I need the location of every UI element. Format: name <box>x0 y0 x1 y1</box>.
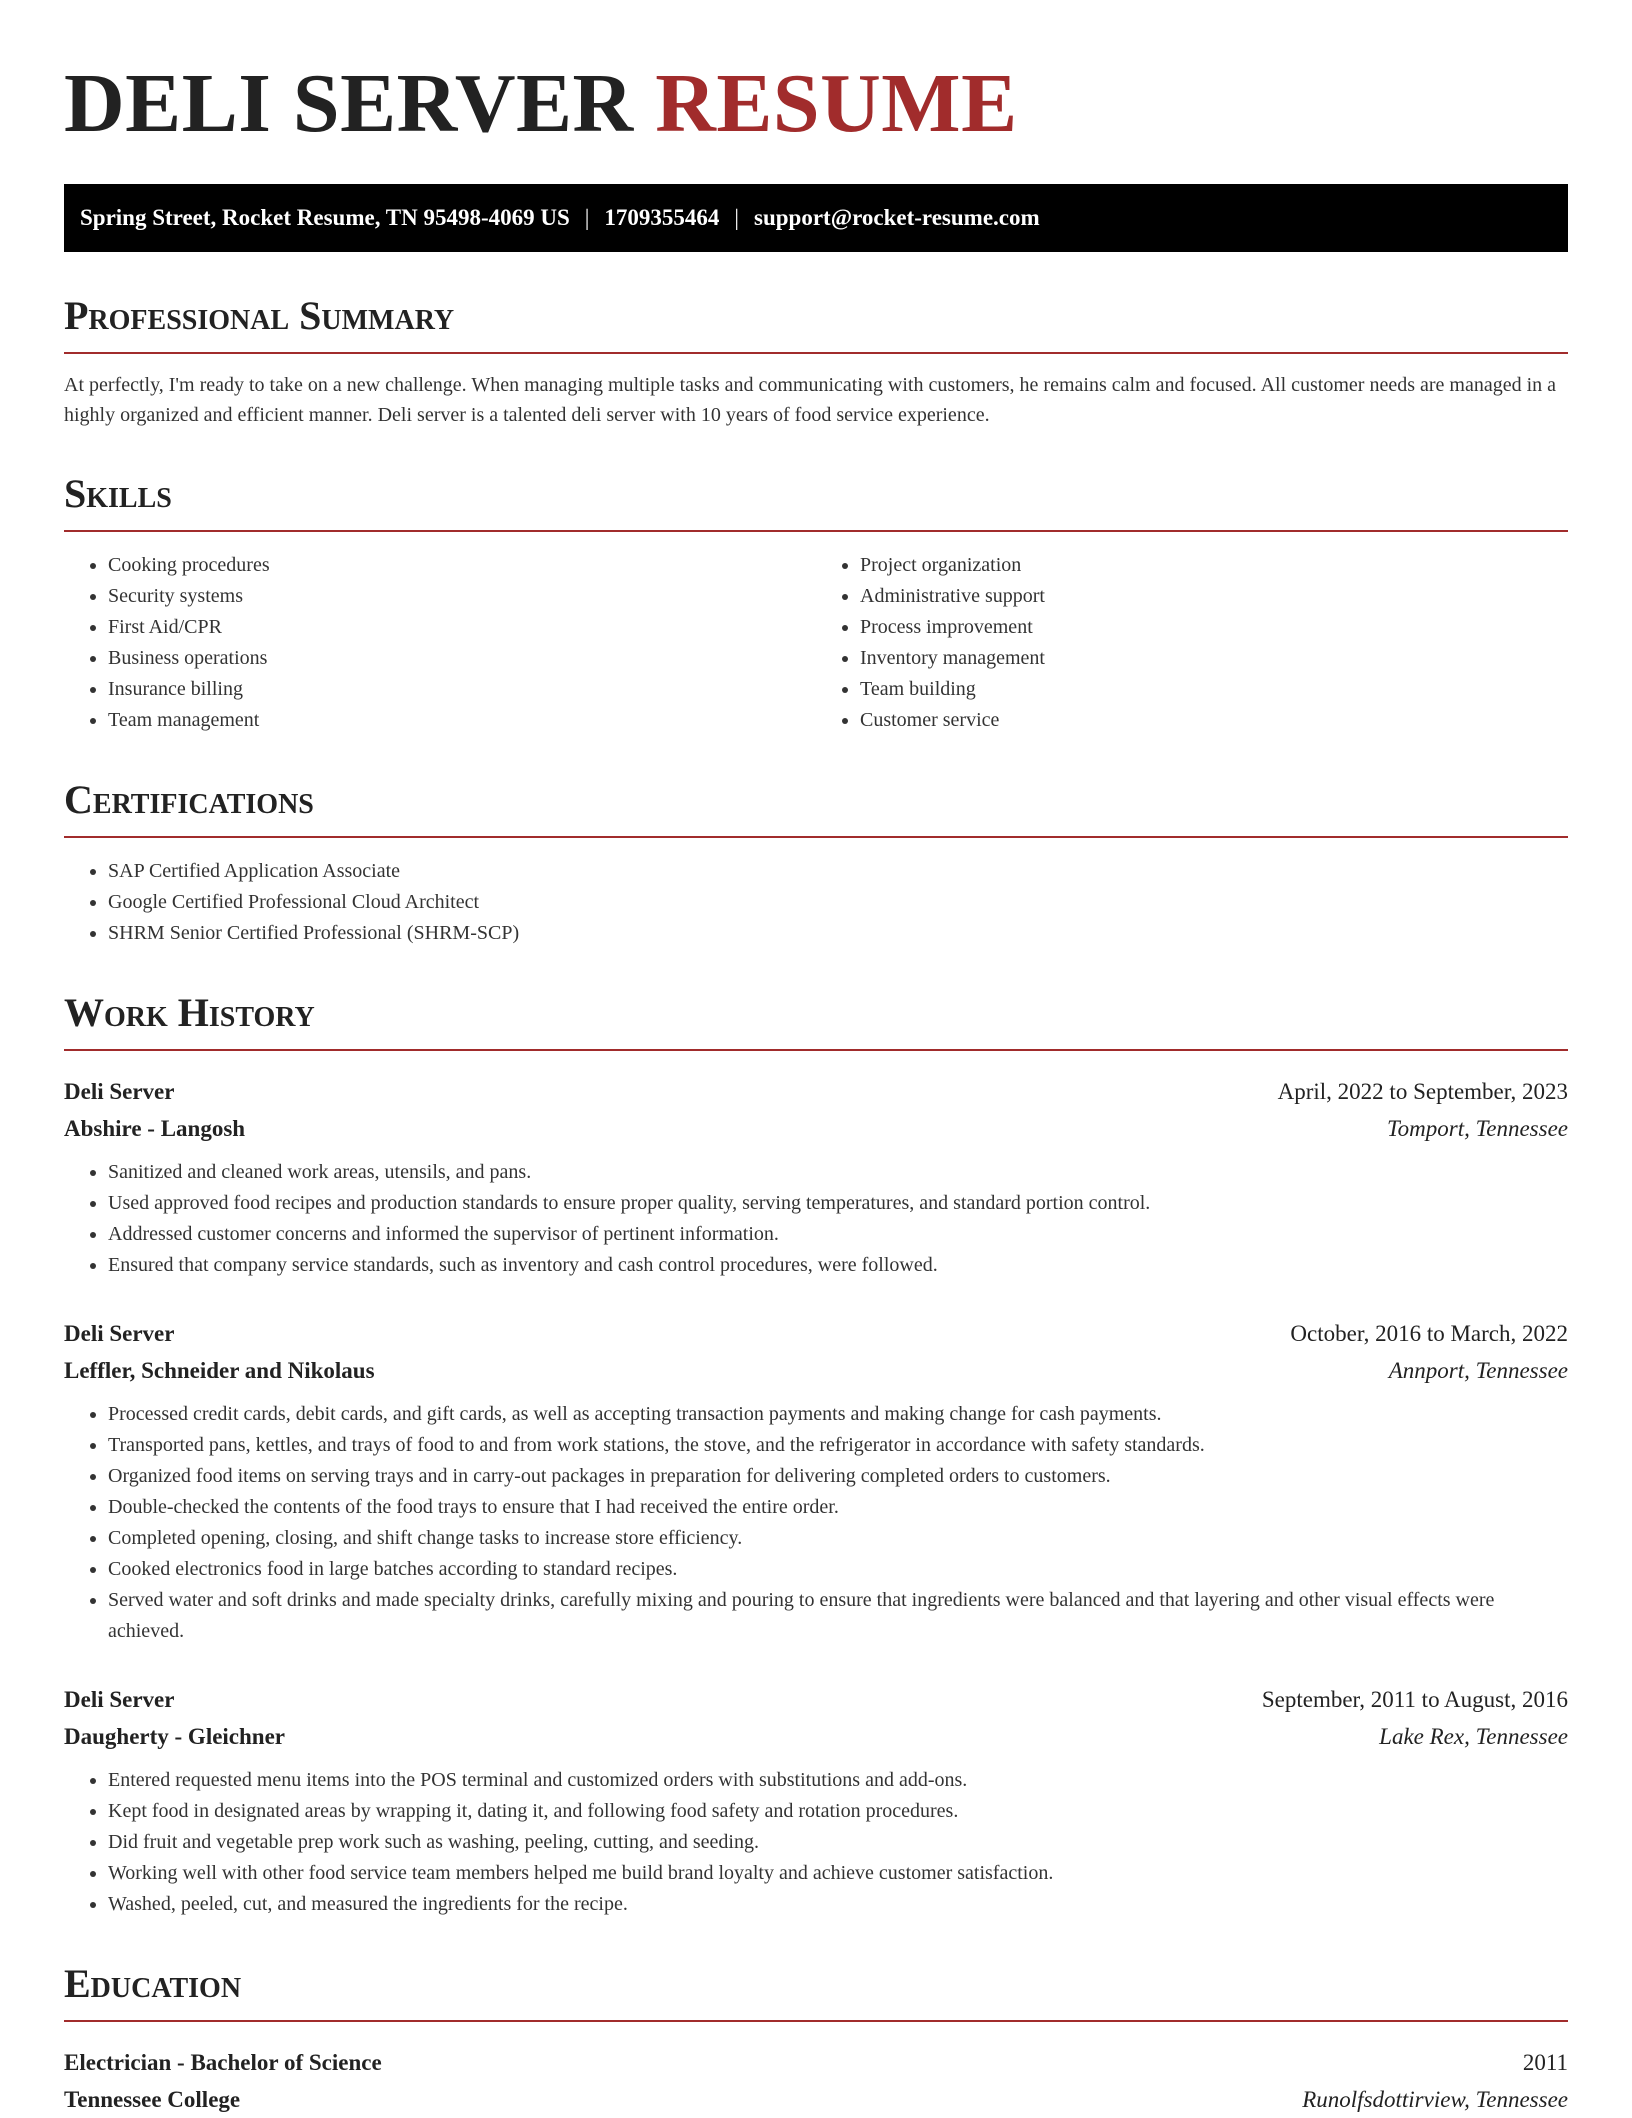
contact-separator: | <box>734 205 740 230</box>
certification-item: • SAP Certified Application Associate <box>108 856 1568 887</box>
title-accent: RESUME <box>655 57 1018 150</box>
skills-grid <box>64 532 1568 736</box>
skill-item: • Inventory management <box>860 643 1568 674</box>
job-entry <box>64 1073 1568 1281</box>
education-location: Runolfsdottirview, Tennessee <box>1302 2087 1568 2112</box>
job-header-row <box>64 1681 1568 1718</box>
job-dates: October, 2016 to March, 2022 <box>1290 1321 1568 1346</box>
skills-section <box>64 470 1568 736</box>
education-section <box>64 1960 1568 2118</box>
education-year: 2011 <box>1522 2050 1568 2075</box>
education-degree: Electrician - Bachelor of Science <box>64 2050 382 2075</box>
resume-title <box>64 0 1568 150</box>
job-title: Deli Server <box>64 1321 175 1346</box>
education-school-row <box>64 2081 1568 2118</box>
job-title: Deli Server <box>64 1687 175 1712</box>
job-title: Deli Server <box>64 1079 175 1104</box>
job-bullet: • Transported pans, kettles, and trays of food to and from work stations, the stove, and the refrigerator in accordance with safety standards. <box>108 1430 1568 1461</box>
skills-list-right <box>816 550 1568 736</box>
skill-item: • Security systems <box>108 581 816 612</box>
job-location: Annport, Tennessee <box>1388 1358 1568 1383</box>
contact-email[interactable]: support@rocket-resume.com <box>754 205 1040 230</box>
job-bullet: • Ensured that company service standards, such as inventory and cash control procedures, were followed. <box>108 1250 1568 1281</box>
job-bullets <box>64 1157 1568 1281</box>
section-heading: Work History <box>64 989 1568 1051</box>
section-heading: Education <box>64 1960 1568 2022</box>
certifications-section <box>64 776 1568 949</box>
job-bullets <box>64 1765 1568 1920</box>
job-company-row <box>64 1718 1568 1755</box>
job-dates: September, 2011 to August, 2016 <box>1261 1687 1568 1712</box>
job-bullet: • Entered requested menu items into the POS terminal and customized orders with substitutions and add-ons. <box>108 1765 1568 1796</box>
section-heading: Professional Summary <box>64 292 1568 354</box>
summary-text: At perfectly, I'm ready to take on a new challenge. When managing multiple tasks and communicating with customers, he remains calm and focused. All customer needs are managed in a highly organized and efficient manner. Deli server is a talented deli server with 10 years of food service experience. <box>64 374 1557 426</box>
certifications-list <box>64 856 1568 949</box>
job-bullet: • Sanitized and cleaned work areas, utensils, and pans. <box>108 1157 1568 1188</box>
contact-phone: 1709355464 <box>604 205 720 230</box>
skill-item: • Business operations <box>108 643 816 674</box>
job-bullet: • Addressed customer concerns and informed the supervisor of pertinent information. <box>108 1219 1568 1250</box>
job-bullets <box>64 1399 1568 1647</box>
job-bullet: • Did fruit and vegetable prep work such as washing, peeling, cutting, and seeding. <box>108 1827 1568 1858</box>
job-bullet: • Working well with other food service team members helped me build brand loyalty and achieve customer satisfaction. <box>108 1858 1568 1889</box>
education-entry <box>64 2044 1568 2118</box>
contact-separator: | <box>584 205 590 230</box>
job-bullet: • Served water and soft drinks and made specialty drinks, carefully mixing and pouring to ensure that ingredients were balanced and that layering and other visual effects were achieved. <box>108 1585 1568 1647</box>
skill-item: • Insurance billing <box>108 674 816 705</box>
section-heading: Skills <box>64 470 1568 532</box>
job-company: Leffler, Schneider and Nikolaus <box>64 1358 375 1383</box>
job-company: Abshire - Langosh <box>64 1116 246 1141</box>
skill-item: • Team building <box>860 674 1568 705</box>
title-main: DELI SERVER <box>64 57 634 150</box>
job-company: Daugherty - Gleichner <box>64 1724 286 1749</box>
skill-item: • Administrative support <box>860 581 1568 612</box>
contact-bar <box>64 184 1568 252</box>
section-heading: Certifications <box>64 776 1568 838</box>
work-history-section <box>64 989 1568 1920</box>
job-company-row <box>64 1352 1568 1389</box>
job-entry <box>64 1681 1568 1920</box>
job-header-row <box>64 1073 1568 1110</box>
job-entry <box>64 1315 1568 1647</box>
job-bullet: • Organized food items on serving trays and in carry-out packages in preparation for delivering completed orders to customers. <box>108 1461 1568 1492</box>
skill-item: • First Aid/CPR <box>108 612 816 643</box>
education-school: Tennessee College <box>64 2087 241 2112</box>
education-degree-row <box>64 2044 1568 2081</box>
job-company-row <box>64 1110 1568 1147</box>
skill-item: • Team management <box>108 705 816 736</box>
job-bullet: • Cooked electronics food in large batches according to standard recipes. <box>108 1554 1568 1585</box>
job-bullet: • Double-checked the contents of the food trays to ensure that I had received the entire order. <box>108 1492 1568 1523</box>
job-bullet: • Washed, peeled, cut, and measured the ingredients for the recipe. <box>108 1889 1568 1920</box>
skill-item: • Customer service <box>860 705 1568 736</box>
contact-address: Spring Street, Rocket Resume, TN 95498-4069 US <box>80 205 570 230</box>
skills-list-left <box>64 550 816 736</box>
job-location: Tomport, Tennessee <box>1386 1116 1568 1141</box>
job-bullet: • Completed opening, closing, and shift change tasks to increase store efficiency. <box>108 1523 1568 1554</box>
summary-section <box>64 292 1568 430</box>
job-location: Lake Rex, Tennessee <box>1379 1724 1568 1749</box>
skill-item: • Cooking procedures <box>108 550 816 581</box>
skill-item: • Process improvement <box>860 612 1568 643</box>
job-header-row <box>64 1315 1568 1352</box>
job-dates: April, 2022 to September, 2023 <box>1277 1079 1568 1104</box>
job-bullet: • Processed credit cards, debit cards, and gift cards, as well as accepting transaction payments and making change for cash payments. <box>108 1399 1568 1430</box>
job-bullet: • Kept food in designated areas by wrapping it, dating it, and following food safety and rotation procedures. <box>108 1796 1568 1827</box>
skill-item: • Project organization <box>860 550 1568 581</box>
certification-item: • Google Certified Professional Cloud Architect <box>108 887 1568 918</box>
job-bullet: • Used approved food recipes and production standards to ensure proper quality, serving temperatures, and standard portion control. <box>108 1188 1568 1219</box>
certification-item: • SHRM Senior Certified Professional (SHRM-SCP) <box>108 918 1568 949</box>
